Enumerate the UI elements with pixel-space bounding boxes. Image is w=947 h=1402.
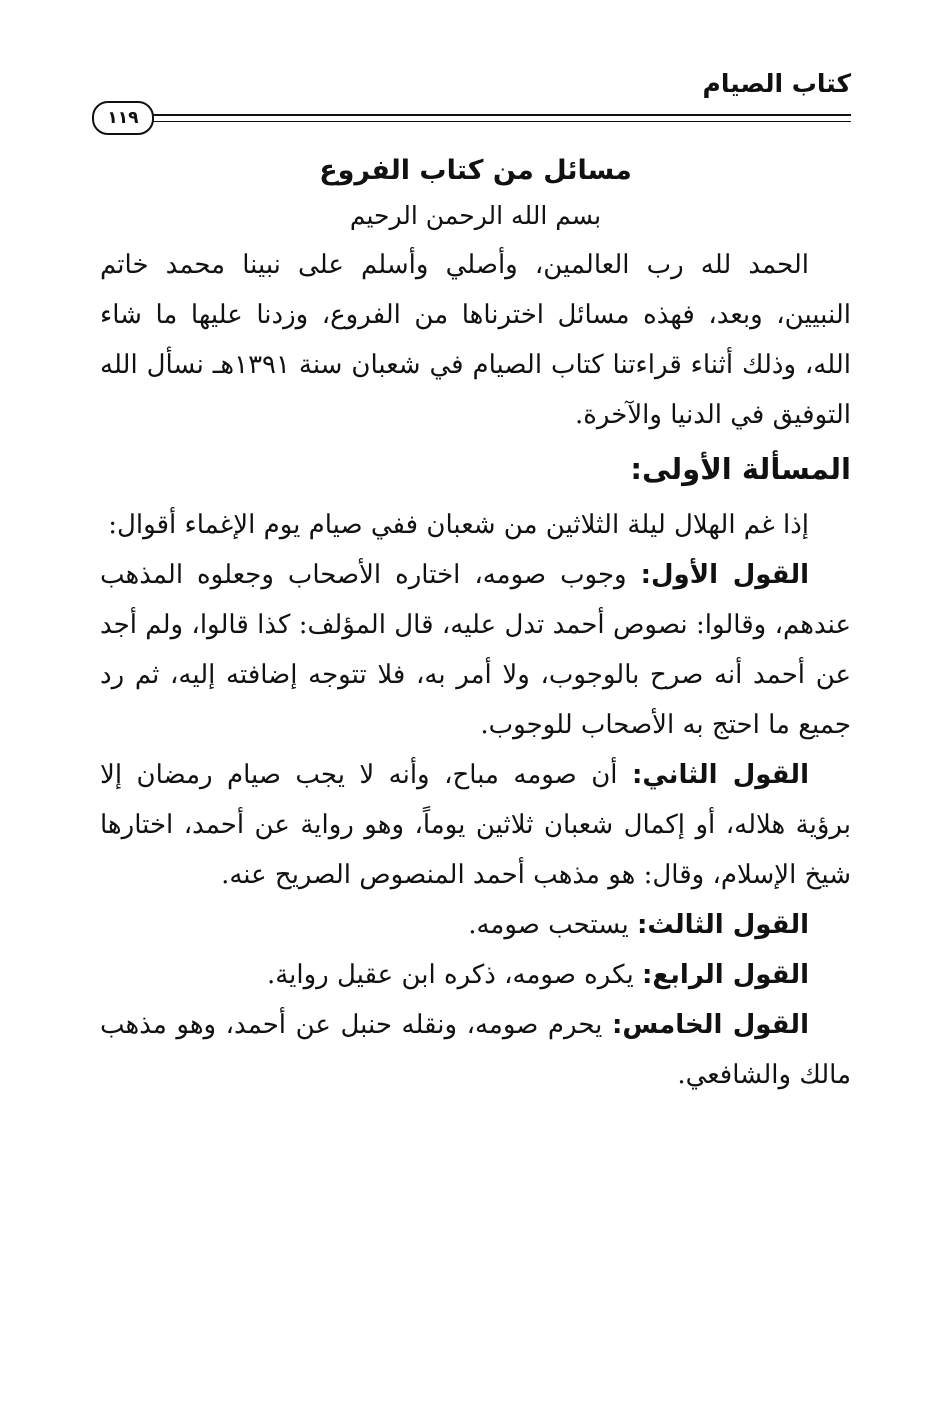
opinion-label-5: القول الخامس: [611, 1010, 809, 1040]
page-number-badge: ١١٩ [92, 101, 154, 135]
header-rule [148, 114, 851, 122]
opinion-paragraph-3 [100, 900, 851, 950]
opinion-label-1: القول الأول: [640, 560, 809, 590]
opinion-paragraph-5 [100, 1000, 851, 1100]
opinion-text-1: وجوب صومه، اختاره الأصحاب وجعلوه المذهب عندهم، وقالوا: نصوص أحمد تدل عليه، قال المؤلف: كذا قالوا، ولم أجد عن أحمد أنه صرح بالوجوب، ولا أمر به، فلا تتوجه إضافته إليه، ثم رد جميع ما احتج به الأصحاب للوجوب. [100, 560, 851, 740]
opinion-text-3: يستحب صومه. [468, 910, 637, 940]
opinion-label-3: القول الثالث: [636, 910, 809, 940]
opinion-text-2: أن صومه مباح، وأنه لا يجب صيام رمضان إلا برؤية هلاله، أو إكمال شعبان ثلاثين يوماً، وهو رواية عن أحمد، اختارها شيخ الإسلام، وقال: هو مذهب أحمد المنصوص الصريح عنه. [100, 760, 851, 890]
running-header-title: كتاب الصيام [702, 69, 851, 98]
opinion-paragraph-1 [100, 550, 851, 750]
issue-title: المسألة الأولى: [630, 452, 851, 486]
opinion-label-4: القول الرابع: [642, 960, 809, 990]
opinion-label-2: القول الثاني: [631, 760, 809, 790]
opinion-paragraph-4 [100, 950, 851, 1000]
section-heading: مسائل من كتاب الفروع [319, 155, 632, 186]
page-body [100, 148, 851, 1100]
opinion-paragraph-2 [100, 750, 851, 900]
basmala: بسم الله الرحمن الرحيم [349, 201, 602, 230]
opinion-text-5: يحرم صومه، ونقله حنبل عن أحمد، وهو مذهب مالك والشافعي. [100, 1010, 851, 1090]
intro-paragraph: الحمد لله رب العالمين، وأصلي وأسلم على نبينا محمد خاتم النبيين، وبعد، فهذه مسائل اخترناها من الفروع، وزدنا عليها ما شاء الله، وذلك أثناء قراءتنا كتاب الصيام في شعبان سنة ١٣٩١هـ نسأل الله التوفيق في الدنيا والآخرة. [100, 250, 852, 430]
issue-question: إذا غم الهلال ليلة الثلاثين من شعبان ففي صيام يوم الإغماء أقوال: [108, 510, 809, 540]
opinion-text-4: يكره صومه، ذكره ابن عقيل رواية. [266, 960, 643, 990]
